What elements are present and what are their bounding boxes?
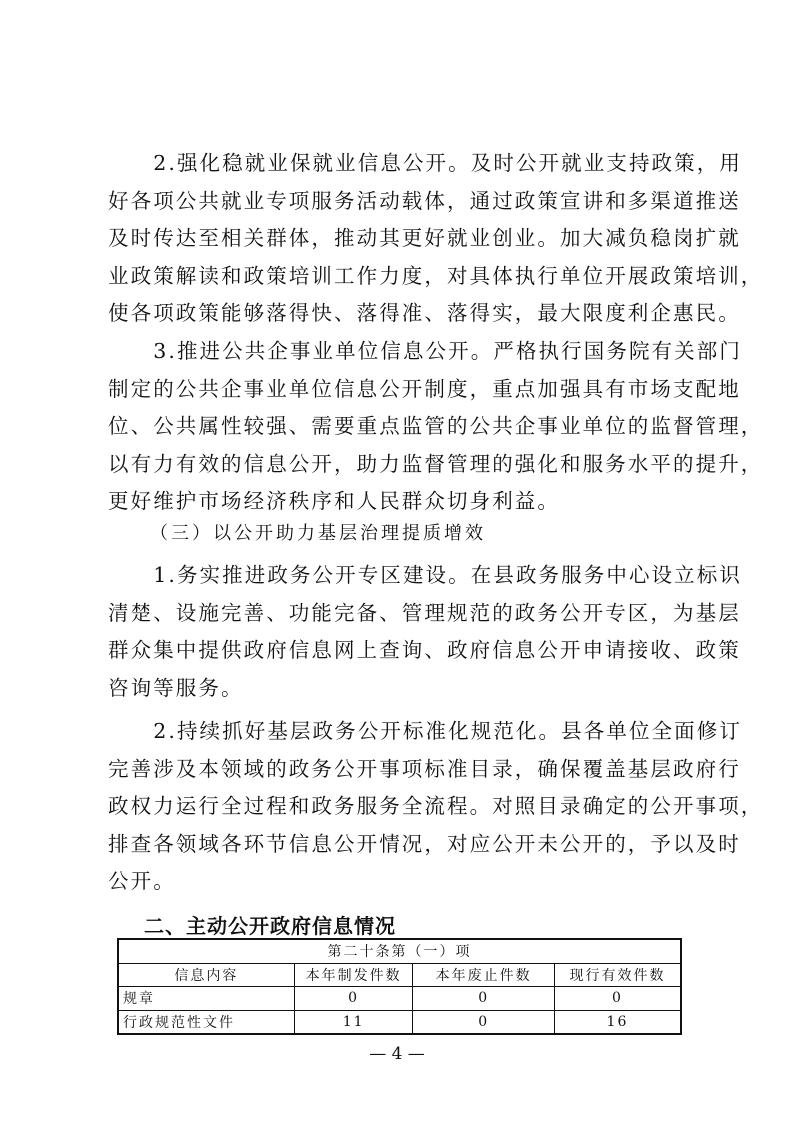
subheading: （三）以公开助力基层治理提质增效: [150, 523, 486, 544]
text-line: 使各项政策能够落得快、落得准、落得实，最大限度利企惠民。: [108, 301, 741, 326]
text-line: 1.务实推进政务公开专区建设。在县政务服务中心设立标识: [108, 563, 742, 587]
text-line: 业政策解读和政策培训工作力度，对具体执行单位开展政策培训，: [108, 263, 764, 288]
text-line: 群众集中提供政府信息网上查询、政府信息公开申请接收、政策: [108, 638, 741, 663]
text-line: 3.推进公共企事业单位信息公开。严格执行国务院有关部门: [108, 339, 742, 363]
table-cell: 行政规范性文件: [118, 1010, 294, 1034]
table-title-row: [118, 939, 681, 963]
paragraph-special-zone: [108, 557, 742, 707]
info-table: [117, 938, 682, 1035]
table-cell: 规章: [118, 987, 294, 1011]
text-line: 更好维护市场经济秩序和人民群众切身利益。: [108, 489, 560, 514]
column-header: 本年废止件数: [413, 963, 554, 987]
table-title: 第二十条第（一）项: [118, 939, 681, 963]
paragraph-standardization: [108, 713, 764, 901]
text-line: 以有力有效的信息公开，助力监督管理的强化和服务水平的提升，: [108, 451, 764, 476]
table-row: [118, 987, 681, 1011]
column-header: 本年制发件数: [294, 963, 413, 987]
table-cell: 11: [294, 1010, 413, 1034]
text-line: 公开。: [108, 869, 176, 894]
table-cell: 0: [413, 1010, 554, 1034]
page-number: — 4 —: [369, 1044, 425, 1064]
text-line: 2.强化稳就业保就业信息公开。及时公开就业支持政策，用: [108, 151, 742, 175]
text-line: 咨询等服务。: [108, 675, 244, 700]
text-line: 制定的公共企事业单位信息公开制度，重点加强具有市场支配地: [108, 376, 741, 401]
text-line: 完善涉及本领域的政务公开事项标准目录，确保覆盖基层政府行: [108, 756, 741, 781]
text-line: 位、公共属性较强、需要重点监管的公共企事业单位的监督管理，: [108, 414, 764, 439]
text-line: 及时传达至相关群体，推动其更好就业创业。加大减负稳岗扩就: [108, 226, 741, 251]
table-row: [118, 1010, 681, 1034]
text-line: 政权力运行全过程和政务服务全流程。对照目录确定的公开事项，: [108, 794, 764, 819]
table-cell: 0: [554, 987, 681, 1011]
section-heading: 二、主动公开政府信息情况: [144, 914, 396, 938]
text-line: 排查各领域各环节信息公开情况，对应公开未公开的，予以及时: [108, 831, 741, 856]
table-cell: 16: [554, 1010, 681, 1034]
column-header: 现行有效件数: [554, 963, 681, 987]
text-line: 清楚、设施完善、功能完备、管理规范的政务公开专区，为基层: [108, 600, 741, 625]
paragraph-public-enterprises: [108, 333, 764, 521]
column-header: 信息内容: [118, 963, 294, 987]
text-line: 好各项公共就业专项服务活动载体，通过政策宣讲和多渠道推送: [108, 188, 741, 213]
text-line: 2.持续抓好基层政务公开标准化规范化。县各单位全面修订: [108, 719, 742, 743]
table-cell: 0: [294, 987, 413, 1011]
paragraph-employment-info: [108, 145, 764, 333]
table-header-row: [118, 963, 681, 987]
table-cell: 0: [413, 987, 554, 1011]
